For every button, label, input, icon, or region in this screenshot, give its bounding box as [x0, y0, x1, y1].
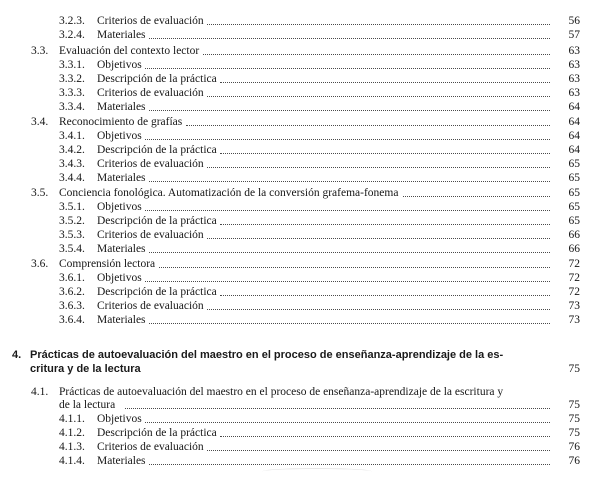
- entry-title: Criterios de evaluación: [97, 158, 204, 170]
- entry-page: 64: [568, 101, 580, 113]
- entry-page: 64: [568, 144, 580, 156]
- entry-number: 3.4.1.: [59, 130, 85, 142]
- entry-title: Materiales: [97, 172, 146, 184]
- entry-title: Materiales: [97, 455, 146, 467]
- entry-number: 3.2.3.: [59, 15, 85, 27]
- entry-number: 3.4.3.: [59, 158, 85, 170]
- dot-leader: [207, 228, 550, 239]
- dot-leader: [220, 285, 550, 296]
- entry-page: 63: [568, 73, 580, 85]
- dot-leader: [145, 412, 550, 423]
- entry-page: 66: [568, 243, 580, 255]
- dot-leader: [203, 44, 550, 55]
- entry-title: Descripción de la práctica: [97, 144, 217, 156]
- toc-entry: [0, 299, 600, 313]
- entry-title: Reconocimiento de grafías: [59, 116, 183, 128]
- entry-title: Criterios de evaluación: [97, 15, 204, 27]
- entry-title: Materiales: [97, 101, 146, 113]
- entry-title: Objetivos: [97, 413, 142, 425]
- entry-title: Objetivos: [97, 59, 142, 71]
- entry-page: 64: [568, 116, 580, 128]
- entry-number: 3.6.4.: [59, 314, 85, 326]
- toc-entry: [0, 115, 600, 129]
- dot-leader: [125, 398, 550, 409]
- dot-leader: [149, 100, 550, 111]
- chapter-4-number: 4.: [12, 349, 22, 361]
- toc-entry: [0, 285, 600, 299]
- entry-number: 3.3.4.: [59, 101, 85, 113]
- toc-entry: [0, 86, 600, 100]
- dot-leader: [207, 157, 550, 168]
- toc-entry: [0, 271, 600, 285]
- section-4-1-title-line1: Prácticas de autoevaluación del maestro en el proceso de enseñanza-aprendizaje de la escritura y: [59, 386, 504, 398]
- entry-page: 73: [568, 300, 580, 312]
- entry-number: 3.6.: [31, 258, 49, 270]
- section-4-1-title-line2: de la lectura: [59, 399, 116, 411]
- dot-leader: [145, 58, 550, 69]
- dot-leader: [220, 72, 550, 83]
- entry-number: 4.1.1.: [59, 413, 85, 425]
- entry-page: 75: [568, 427, 580, 439]
- entry-number: 3.6.3.: [59, 300, 85, 312]
- dot-leader: [145, 200, 550, 211]
- toc-entry: [0, 412, 600, 426]
- entry-title: Descripción de la práctica: [97, 215, 217, 227]
- entry-page: 73: [568, 314, 580, 326]
- entry-page: 56: [568, 15, 580, 27]
- entry-title: Descripción de la práctica: [97, 286, 217, 298]
- entry-number: 3.3.: [31, 45, 49, 57]
- dot-leader: [149, 313, 550, 324]
- toc-entry: [0, 228, 600, 242]
- entry-number: 3.5.: [31, 187, 49, 199]
- entry-title: Criterios de evaluación: [97, 300, 204, 312]
- entry-number: 4.1.2.: [59, 427, 85, 439]
- toc-entry: [0, 129, 600, 143]
- dot-leader: [149, 454, 550, 465]
- entry-number: 3.4.4.: [59, 172, 85, 184]
- dot-leader: [207, 14, 550, 25]
- toc-entry: [0, 257, 600, 271]
- dot-leader: [220, 214, 550, 225]
- entry-page: 72: [568, 272, 580, 284]
- toc-entry: [0, 157, 600, 171]
- entry-page: 63: [568, 45, 580, 57]
- chapter-4-title-line2: critura y de la lectura: [30, 363, 141, 375]
- entry-title: Criterios de evaluación: [97, 87, 204, 99]
- entry-page: 76: [568, 455, 580, 467]
- dot-leader: [159, 257, 550, 268]
- dot-leader: [149, 171, 550, 182]
- toc-entry: [0, 242, 600, 256]
- toc-entry: [0, 214, 600, 228]
- entry-title: Materiales: [97, 29, 146, 41]
- entry-number: 3.5.4.: [59, 243, 85, 255]
- entry-title: Criterios de evaluación: [97, 229, 204, 241]
- entry-page: 57: [568, 29, 580, 41]
- entry-page: 63: [568, 59, 580, 71]
- dot-leader: [220, 143, 550, 154]
- toc-entry: [0, 426, 600, 440]
- entry-title: Evaluación del contexto lector: [59, 45, 200, 57]
- dot-leader: [403, 186, 550, 197]
- entry-page: 63: [568, 87, 580, 99]
- entry-title: Materiales: [97, 314, 146, 326]
- entry-number: 3.3.2.: [59, 73, 85, 85]
- toc-entry: [0, 28, 600, 42]
- section-4-1-number: 4.1.: [31, 386, 49, 398]
- chapter-4-page: 75: [568, 363, 580, 375]
- entry-page: 65: [568, 158, 580, 170]
- entry-page: 65: [568, 201, 580, 213]
- entry-title: Criterios de evaluación: [97, 441, 204, 453]
- entry-page: 72: [568, 286, 580, 298]
- dot-leader: [207, 440, 550, 451]
- dot-leader: [220, 426, 550, 437]
- entry-number: 3.5.1.: [59, 201, 85, 213]
- toc-entry: [0, 14, 600, 28]
- entry-page: 65: [568, 215, 580, 227]
- entry-number: 3.4.: [31, 116, 49, 128]
- entry-title: Comprensión lectora: [59, 258, 156, 270]
- entry-number: 3.6.2.: [59, 286, 85, 298]
- dot-leader: [149, 28, 550, 39]
- entry-number: 3.5.3.: [59, 229, 85, 241]
- entry-page: 76: [568, 441, 580, 453]
- dot-leader: [149, 242, 550, 253]
- dot-leader: [207, 86, 550, 97]
- entry-title: Materiales: [97, 243, 146, 255]
- entry-number: 4.1.3.: [59, 441, 85, 453]
- entry-title: Descripción de la práctica: [97, 427, 217, 439]
- entry-number: 3.3.1.: [59, 59, 85, 71]
- entry-title: Objetivos: [97, 272, 142, 284]
- entry-title: Descripción de la práctica: [97, 73, 217, 85]
- entry-number: 3.6.1.: [59, 272, 85, 284]
- entry-number: 3.4.2.: [59, 144, 85, 156]
- entry-page: 75: [568, 413, 580, 425]
- entry-page: 66: [568, 229, 580, 241]
- toc-entry: [0, 200, 600, 214]
- toc-entry: [0, 440, 600, 454]
- toc-entry: [0, 454, 600, 468]
- entry-title: Objetivos: [97, 130, 142, 142]
- dot-leader: [145, 129, 550, 140]
- entry-page: 72: [568, 258, 580, 270]
- entry-page: 64: [568, 130, 580, 142]
- entry-page: 65: [568, 172, 580, 184]
- entry-number: 3.2.4.: [59, 29, 85, 41]
- toc-entry: [0, 58, 600, 72]
- toc-entry: [0, 171, 600, 185]
- toc-entry: [0, 72, 600, 86]
- entry-number: 4.1.4.: [59, 455, 85, 467]
- entry-page: 65: [568, 187, 580, 199]
- entry-title: Objetivos: [97, 201, 142, 213]
- scan-smudge: [262, 468, 372, 475]
- entry-number: 3.3.3.: [59, 87, 85, 99]
- toc-entry: [0, 143, 600, 157]
- entry-title: Conciencia fonológica. Automatización de la conversión grafema-fonema: [59, 187, 399, 199]
- dot-leader: [145, 271, 550, 282]
- dot-leader: [207, 299, 550, 310]
- chapter-4-title-line1: Prácticas de autoevaluación del maestro en el proceso de enseñanza-aprendizaje de la es-: [30, 349, 504, 361]
- toc-entry: [0, 100, 600, 114]
- dot-leader: [186, 115, 550, 126]
- entry-number: 3.5.2.: [59, 215, 85, 227]
- toc-entry: [0, 186, 600, 200]
- toc-entry: [0, 44, 600, 58]
- toc-entry: [0, 313, 600, 327]
- section-4-1-page: 75: [568, 399, 580, 411]
